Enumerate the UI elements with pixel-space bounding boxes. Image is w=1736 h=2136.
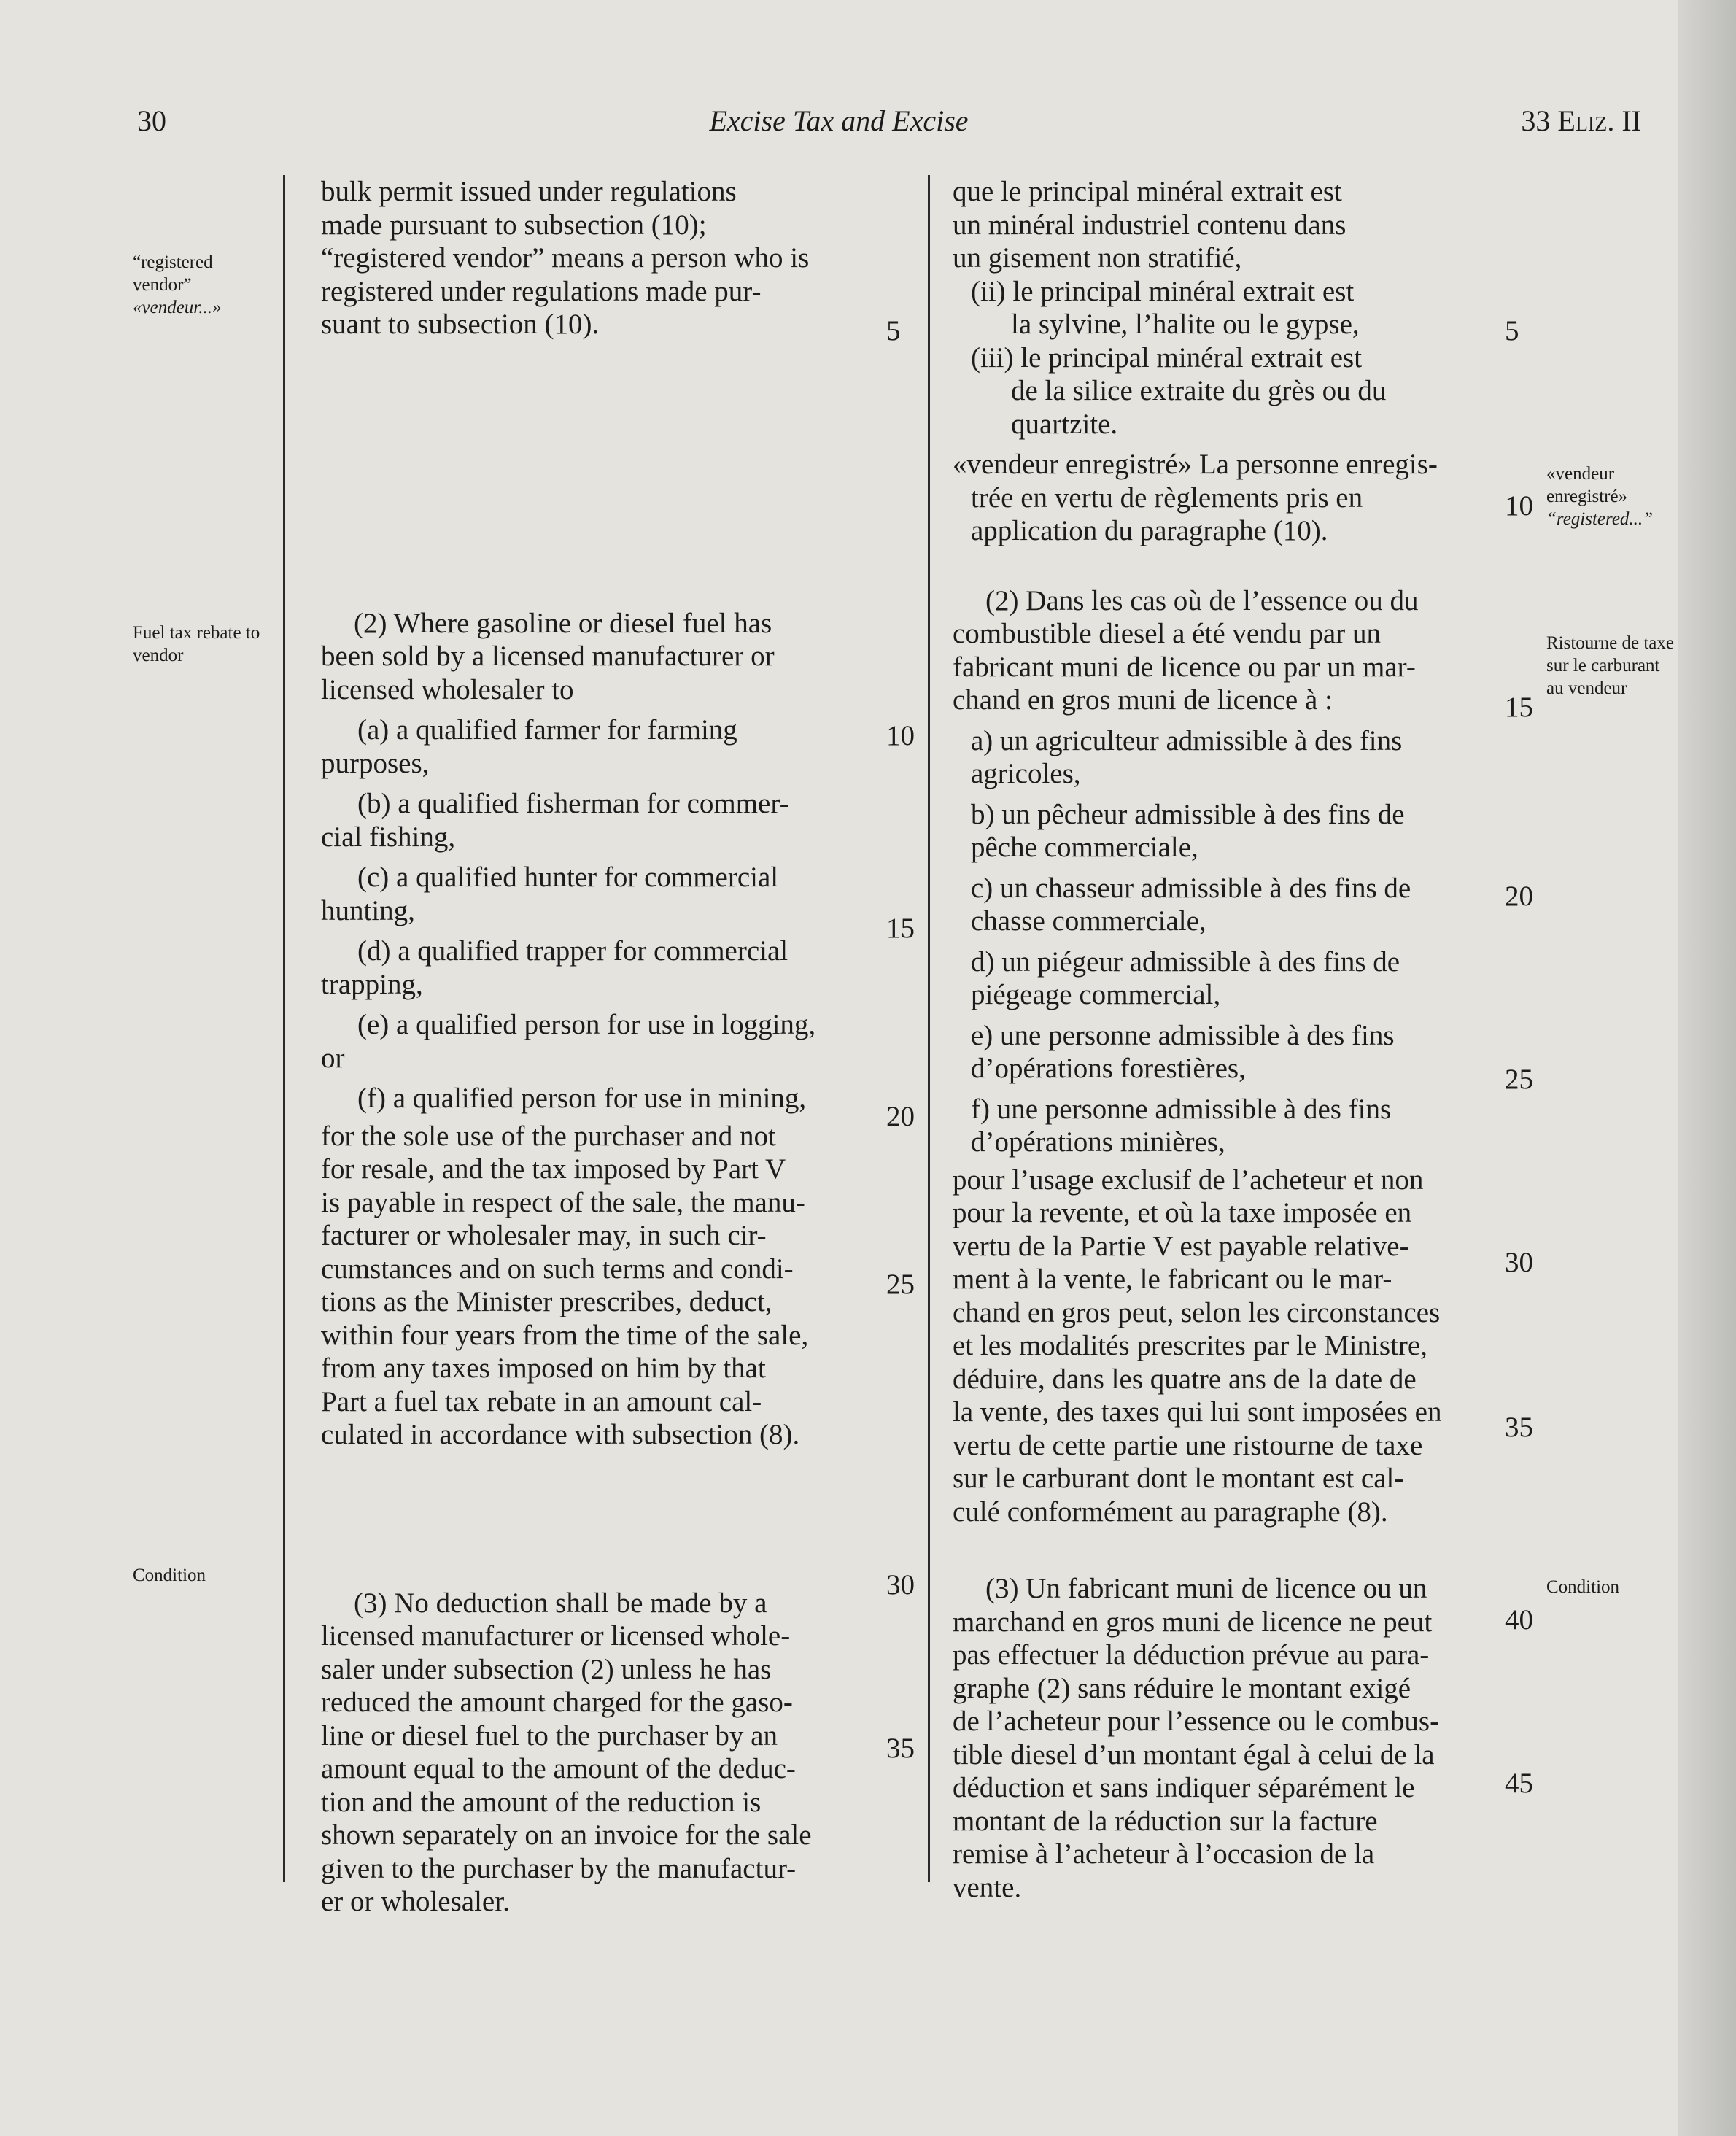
text-line: licensed manufacturer or licensed whole- <box>321 1620 791 1652</box>
text-line: application du paragraphe (10). <box>971 515 1328 546</box>
text-line: ment à la vente, le fabricant ou le mar- <box>953 1264 1392 1295</box>
line-number: 35 <box>886 1733 915 1764</box>
text-line: er or wholesaler. <box>321 1886 510 1917</box>
text-line: amount equal to the amount of the deduc- <box>321 1753 796 1784</box>
text-line: chand en gros muni de licence à : <box>953 684 1333 716</box>
line-number: 30 <box>886 1569 915 1601</box>
text-line: line or diesel fuel to the purchaser by an <box>321 1719 778 1752</box>
text-line: fabricant muni de licence ou par un mar- <box>953 651 1416 683</box>
text-line: given to the purchaser by the manufactur- <box>321 1852 797 1884</box>
text-line: d’opérations forestières, <box>971 1053 1246 1084</box>
text-line: made pursuant to subsection (10); <box>321 209 707 241</box>
text-line: culé conformément au paragraphe (8). <box>953 1495 1388 1528</box>
text-line: Part a fuel tax rebate in an amount cal- <box>321 1385 762 1417</box>
line-number: 5 <box>886 315 901 347</box>
center-column-rule <box>928 175 930 1882</box>
line-number: 15 <box>1505 692 1533 723</box>
text-line: déduction et sans indiquer séparément le <box>953 1772 1415 1803</box>
text-line: (b) a qualified fisherman for commer- <box>357 788 789 819</box>
running-title: Excise Tax and Excise <box>709 104 969 137</box>
text-line: been sold by a licensed manufacturer or <box>321 641 775 672</box>
text-line: pour l’usage exclusif de l’acheteur et non <box>953 1164 1424 1196</box>
text-line: un minéral industriel contenu dans <box>953 209 1346 241</box>
text-line: (d) a qualified trapper for commercial <box>357 935 788 967</box>
text-line: trapping, <box>321 968 423 1000</box>
text-line: «vendeur enregistré» La personne enregis- <box>953 449 1438 480</box>
text-line: (3) No deduction shall be made by a <box>354 1587 767 1619</box>
margin-note-fuel-tax-rebate: Fuel tax rebate to vendor <box>133 623 260 665</box>
text-line: purposes, <box>321 747 430 779</box>
left-column-rule <box>283 175 285 1882</box>
text-line: d) un piégeur admissible à des fins de <box>971 945 1400 978</box>
text-line: de la silice extraite du grès ou du <box>1011 375 1387 406</box>
text-line: e) une personne admissible à des fins <box>971 1019 1395 1051</box>
margin-note-vendeur-enregistre: «vendeur enregistré» “registered...” <box>1546 464 1654 529</box>
line-number: 20 <box>1505 881 1533 912</box>
text-line: cial fishing, <box>321 821 456 853</box>
text-line: (c) a qualified hunter for commercial <box>357 862 779 893</box>
line-number: 20 <box>886 1101 915 1132</box>
text-line: f) une personne admissible à des fins <box>971 1093 1392 1125</box>
text-line: pêche commerciale, <box>971 832 1198 863</box>
line-number: 15 <box>886 913 915 944</box>
text-line: licensed wholesaler to <box>321 673 574 705</box>
text-line: from any taxes imposed on him by that <box>321 1353 766 1384</box>
line-number: 30 <box>1505 1247 1533 1278</box>
text-line: within four years from the time of the sale, <box>321 1319 809 1351</box>
text-line: montant de la réduction sur la facture <box>953 1805 1378 1837</box>
text-line: la vente, des taxes qui lui sont imposées en <box>953 1396 1442 1428</box>
line-number: 25 <box>1505 1064 1533 1095</box>
text-line: culated in accordance with subsection (8). <box>321 1419 800 1450</box>
text-line: vertu de la Partie V est payable relative- <box>953 1230 1409 1262</box>
line-number: 35 <box>1505 1412 1533 1443</box>
text-line: suant to subsection (10). <box>321 309 600 340</box>
text-line: quartzite. <box>1011 408 1118 440</box>
text-line: shown separately on an invoice for the sale <box>321 1819 812 1851</box>
text-line: (iii) le principal minéral extrait est <box>971 341 1363 374</box>
text-line: combustible diesel a été vendu par un <box>953 618 1381 649</box>
text-line: hunting, <box>321 894 415 926</box>
margin-note-ristourne: Ristourne de taxe sur le carburant au vendeur <box>1546 633 1674 698</box>
session-label: 33 Eliz. II <box>1521 104 1641 137</box>
text-line: sur le carburant dont le montant est cal- <box>953 1463 1404 1494</box>
text-line: déduire, dans les quatre ans de la date de <box>953 1363 1417 1395</box>
text-line: graphe (2) sans réduire le montant exigé <box>953 1672 1411 1704</box>
text-line: cumstances and on such terms and condi- <box>321 1253 794 1285</box>
text-line: vertu de cette partie une ristourne de taxe <box>953 1429 1423 1461</box>
french-column <box>953 175 1500 1904</box>
line-number: 5 <box>1505 315 1519 347</box>
text-line: for resale, and the tax imposed by Part V <box>321 1153 786 1185</box>
text-line: “registered vendor” means a person who is <box>321 242 810 274</box>
text-line: registered under regulations made pur- <box>321 275 762 307</box>
text-line: pas effectuer la déduction prévue au para- <box>953 1639 1430 1671</box>
text-line: la sylvine, l’halite ou le gypse, <box>1011 309 1360 340</box>
text-line: tions as the Minister prescribes, deduct, <box>321 1286 772 1317</box>
margin-note-registered-vendor: “registered vendor” «vendeur...» <box>133 252 222 317</box>
english-column <box>321 175 884 1919</box>
page-edge-shadow <box>1678 0 1736 2136</box>
page-number: 30 <box>137 104 166 137</box>
text-line: (ii) le principal minéral extrait est <box>971 275 1355 307</box>
text-line: (2) Where gasoline or diesel fuel has <box>354 607 772 639</box>
text-line: trée en vertu de règlements pris en <box>971 481 1363 514</box>
text-line: (f) a qualified person for use in mining, <box>357 1083 807 1114</box>
text-line: is payable in respect of the sale, the manu- <box>321 1186 805 1218</box>
line-number: 10 <box>886 720 915 751</box>
margin-note-condition-fr: Condition <box>1546 1577 1620 1597</box>
text-line: for the sole use of the purchaser and not <box>321 1120 776 1152</box>
text-line: facturer or wholesaler may, in such cir- <box>321 1220 767 1251</box>
text-line: que le principal minéral extrait est <box>953 176 1342 207</box>
text-line: remise à l’acheteur à l’occasion de la <box>953 1838 1375 1870</box>
text-line: (3) Un fabricant muni de licence ou un <box>985 1573 1427 1604</box>
text-line: saler under subsection (2) unless he has <box>321 1653 772 1685</box>
text-line: a) un agriculteur admissible à des fins <box>971 724 1403 756</box>
text-line: b) un pêcheur admissible à des fins de <box>971 798 1405 830</box>
text-line: chand en gros peut, selon les circonstances <box>953 1296 1441 1328</box>
text-line: (e) a qualified person for use in logging, <box>357 1009 816 1040</box>
text-line: bulk permit issued under regulations <box>321 176 737 207</box>
text-line: c) un chasseur admissible à des fins de <box>971 872 1411 904</box>
text-line: (a) a qualified farmer for farming <box>357 714 737 746</box>
text-line: de l’acheteur pour l’essence ou le combus- <box>953 1706 1440 1737</box>
text-line: reduced the amount charged for the gaso- <box>321 1687 793 1718</box>
text-line: agricoles, <box>971 758 1081 789</box>
text-line: pour la revente, et où la taxe imposée en <box>953 1197 1412 1228</box>
text-line: (2) Dans les cas où de l’essence ou du <box>985 584 1419 616</box>
text-line: chasse commerciale, <box>971 905 1206 937</box>
text-line: marchand en gros muni de licence ne peut <box>953 1606 1433 1638</box>
text-line: d’opérations minières, <box>971 1126 1225 1158</box>
text-line: un gisement non stratifié, <box>953 242 1242 274</box>
text-line: et les modalités prescrites par le Ministre, <box>953 1330 1427 1361</box>
line-number: 45 <box>1505 1768 1533 1799</box>
text-line: vente. <box>953 1871 1022 1903</box>
line-number: 25 <box>886 1269 915 1300</box>
margin-note-condition-en: Condition <box>133 1566 206 1585</box>
line-number: 10 <box>1505 490 1533 522</box>
line-number: 40 <box>1505 1604 1533 1636</box>
text-line: tible diesel d’un montant égal à celui de la <box>953 1738 1435 1771</box>
text-line: piégeage commercial, <box>971 979 1221 1010</box>
text-line: tion and the amount of the reduction is <box>321 1786 762 1818</box>
text-line: or <box>321 1042 345 1074</box>
